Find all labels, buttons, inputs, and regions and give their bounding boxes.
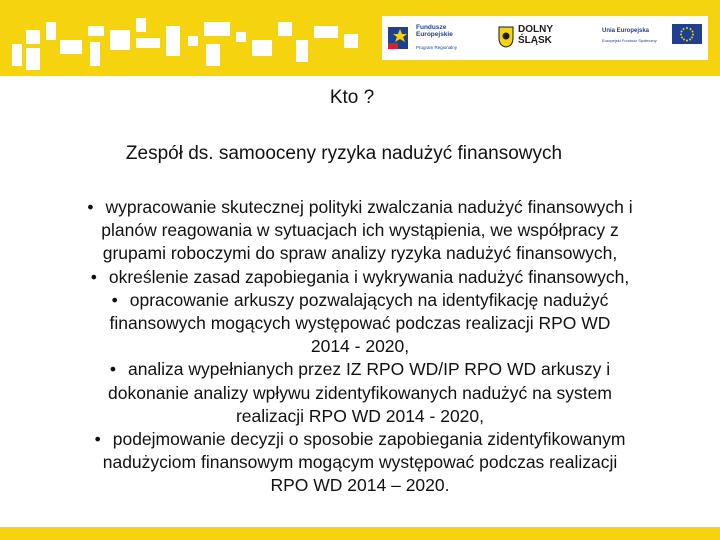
fundusze-europejskie-logo: Fundusze Europejskie Program Regionalny bbox=[386, 21, 486, 55]
bullet-icon: • bbox=[90, 266, 97, 287]
page-title: Kto ? bbox=[329, 87, 375, 108]
decorative-squares bbox=[0, 0, 380, 76]
footer-band bbox=[0, 527, 720, 540]
list-item: • analiza wypełnianych przez IZ RPO WD/IP RPO WD arkuszy i dokonanie analizy wpływu zidentyfikowanych nadużyć na system realizacji RPO WD 2014 - 2020, bbox=[108, 359, 612, 426]
coat-of-arms-icon bbox=[498, 26, 514, 48]
eu-flag-icon bbox=[672, 24, 702, 44]
bullet-icon: • bbox=[87, 197, 94, 217]
fundusze-star-icon bbox=[386, 23, 412, 53]
header-band bbox=[0, 0, 720, 76]
bullet-icon: • bbox=[111, 289, 118, 310]
list-item: • podejmowanie decyzji o sposobie zapobiegania zidentyfikowanym nadużyciom finansowym mogącym występować podczas realizacji RPO WD 2014 – 2020. bbox=[94, 429, 626, 496]
list-item: • wypracowanie skutecznej polityki zwalczania nadużyć finansowych i planów reagowania w sytuacjach ich wystąpienia, we współpracy z grupami roboczymi do spraw analizy ryzyka nadużyć finansowych, bbox=[87, 197, 633, 264]
subtitle: Zespół ds. samooceny ryzyka nadużyć finansowych bbox=[125, 143, 563, 164]
list-item: • opracowanie arkuszy pozwalających na identyfikację nadużyć finansowych mogących występować podczas realizacji RPO WD 2014 - 2020, bbox=[109, 289, 611, 357]
list-item: • określenie zasad zapobiegania i wykrywania nadużyć finansowych, bbox=[90, 266, 630, 287]
dolny-slask-logo: DOLNY ŚLĄSK bbox=[498, 22, 578, 54]
eu-logo: Unia Europejska Europejski Fundusz Społeczny bbox=[596, 22, 706, 54]
bullet-icon: • bbox=[94, 429, 101, 450]
bullet-icon: • bbox=[109, 359, 117, 380]
logo-bar bbox=[382, 16, 708, 60]
bullet-list bbox=[24, 196, 696, 498]
